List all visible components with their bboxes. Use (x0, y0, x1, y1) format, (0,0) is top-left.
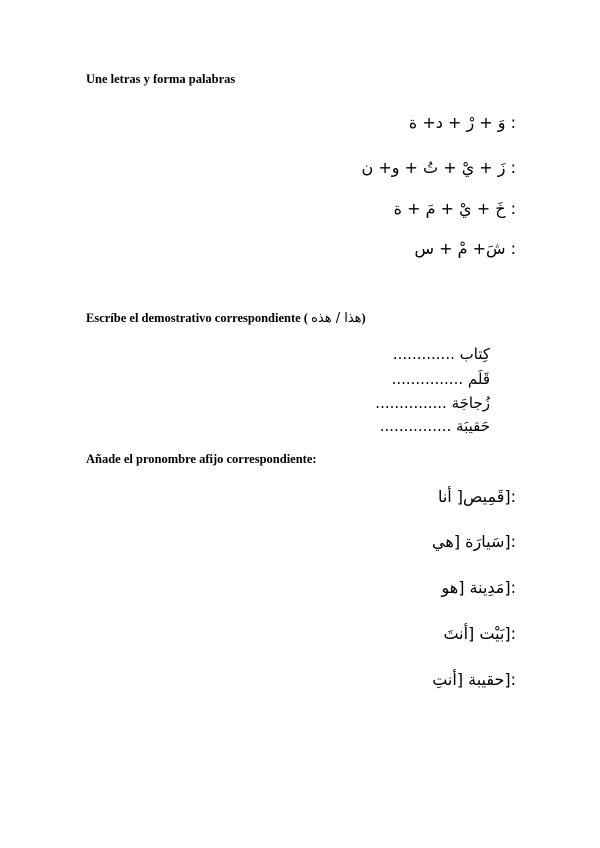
demonstrative-options: هذا / هذه (311, 311, 362, 326)
letters-exercise-1: : وَ + رْ + د+ ة (408, 113, 516, 132)
demonstrative-item-3: زُجاجَة ............... (375, 394, 490, 412)
demonstrative-item-1: كِتاب ............. (392, 345, 490, 363)
demonstrative-item-4: حَقيبَة ............... (379, 417, 490, 435)
pronoun-exercise-5: :[حقيبة [أنتِ (432, 670, 516, 689)
demonstrative-title-text: Escríbe el demostrativo correspondiente (86, 311, 301, 325)
paren-open: ( (300, 311, 308, 325)
pronoun-section-title: Añade el pronombre afijo correspondiente: (86, 452, 317, 466)
paren-close: ) (361, 311, 366, 325)
pronoun-exercise-2: :[سَيارَة [هي (432, 532, 516, 551)
letters-exercise-2: : زَ + يْ + تُ + و+ ن (361, 158, 516, 177)
pronoun-exercise-1: :[قَمِيص[ أنا (437, 487, 516, 506)
pronoun-exercise-4: :[بَيْت [أنتَ (443, 624, 516, 643)
demonstrative-item-2: قَلَم ............... (391, 370, 490, 388)
letters-exercise-3: : خَ + يْ + مَ + ة (393, 199, 516, 218)
demonstrative-section-title (86, 311, 366, 326)
pronoun-exercise-3: :[مَدِينة [هو (441, 578, 516, 597)
letters-exercise-4: : شَ+ مْ + س (414, 239, 516, 258)
letters-section-title: Une letras y forma palabras (86, 72, 236, 86)
